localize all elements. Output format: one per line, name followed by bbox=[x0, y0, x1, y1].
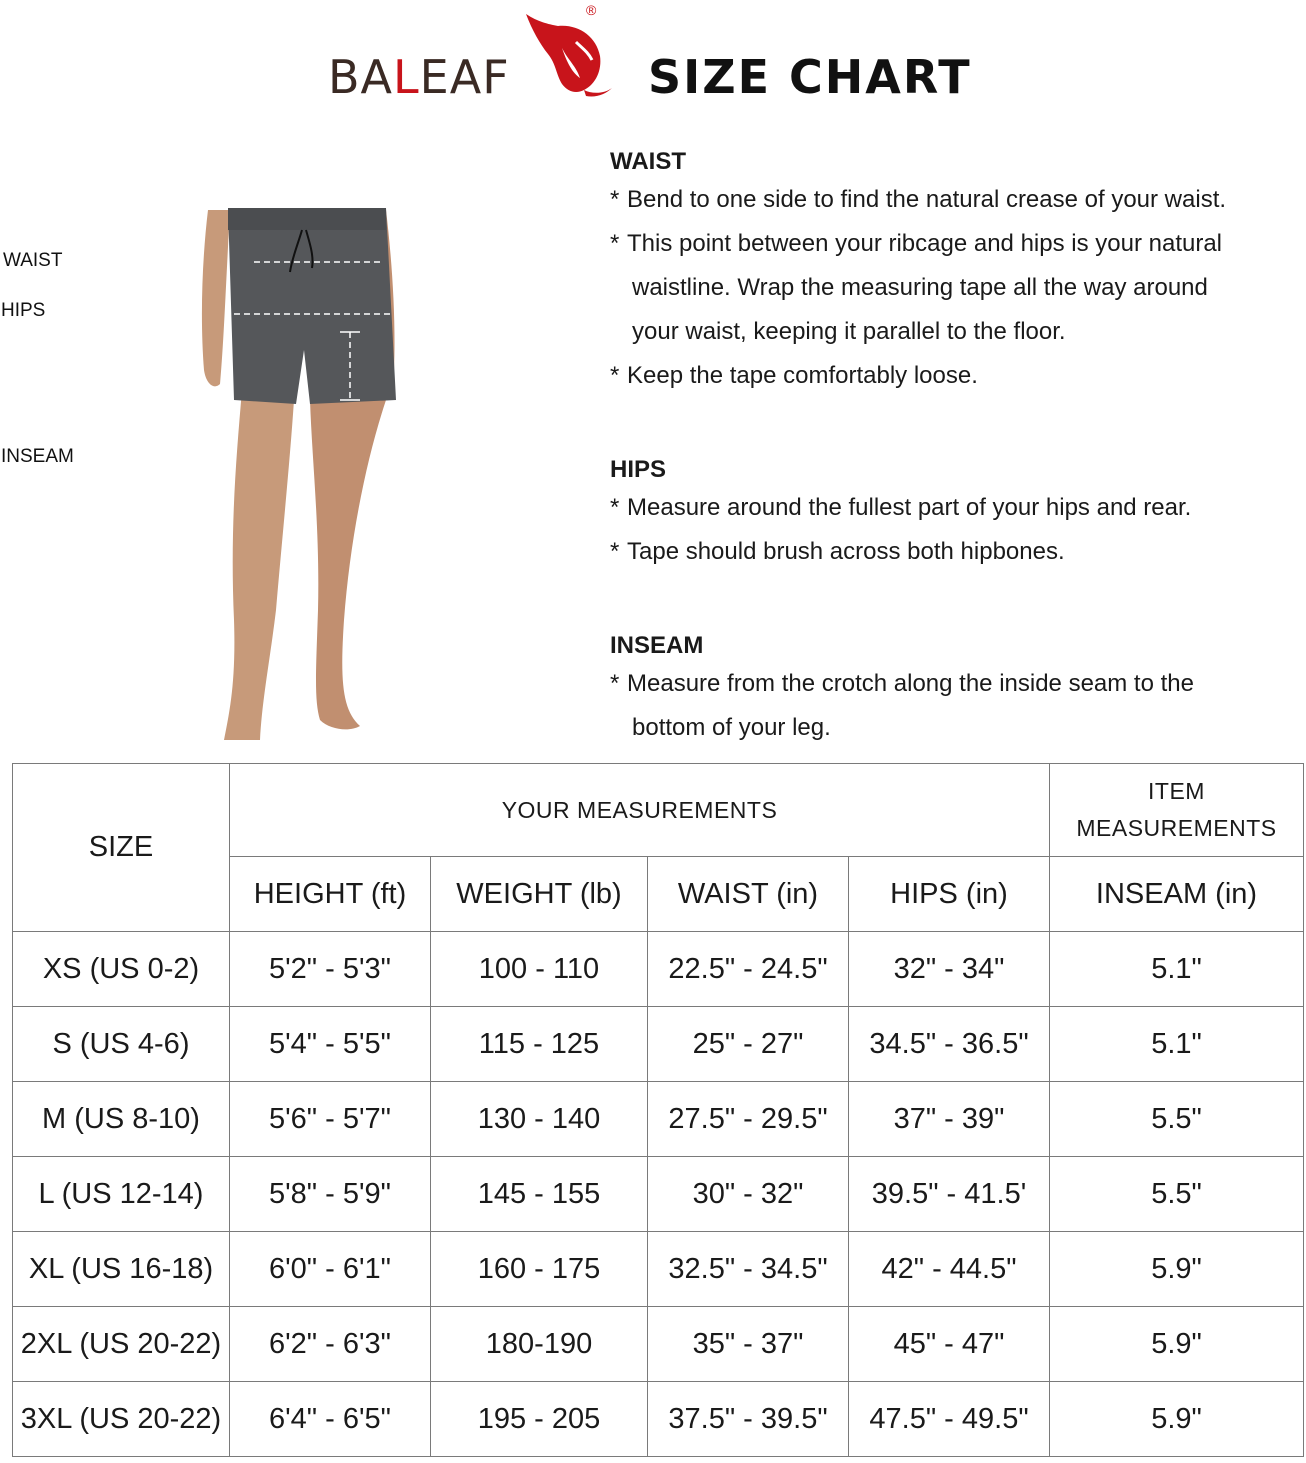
model-shorts-illustration bbox=[190, 200, 420, 750]
brand-logo-text bbox=[328, 50, 510, 104]
table-cell: 6'0" - 6'1" bbox=[230, 1232, 431, 1307]
figure-label-waist: WAIST bbox=[3, 250, 63, 271]
bullet: * Measure from the crotch along the inside seam to the bottom of your leg. bbox=[610, 670, 1194, 741]
figure-label-inseam: INSEAM bbox=[1, 446, 74, 467]
bullet: * Measure around the fullest part of your hips and rear. bbox=[610, 494, 1192, 521]
table-row bbox=[13, 1232, 1304, 1307]
table-cell: 5'4" - 5'5" bbox=[230, 1007, 431, 1082]
your-measurements-header: YOUR MEASUREMENTS bbox=[230, 764, 1050, 857]
registered-mark: ® bbox=[586, 2, 597, 18]
size-cell: M (US 8-10) bbox=[13, 1082, 230, 1157]
table-cell: 5'2" - 5'3" bbox=[230, 932, 431, 1007]
table-cell: 5.9" bbox=[1050, 1307, 1304, 1382]
table-cell: 5.5" bbox=[1050, 1157, 1304, 1232]
table-cell: 34.5" - 36.5" bbox=[849, 1007, 1050, 1082]
table-header-row bbox=[13, 764, 1304, 857]
table-row bbox=[13, 1307, 1304, 1382]
table-cell: 5.5" bbox=[1050, 1082, 1304, 1157]
bullet: * Tape should brush across both hipbones. bbox=[610, 538, 1065, 565]
table-row bbox=[13, 1007, 1304, 1082]
size-cell: S (US 4-6) bbox=[13, 1007, 230, 1082]
table-cell: 37" - 39" bbox=[849, 1082, 1050, 1157]
column-header-inseam: INSEAM (in) bbox=[1050, 857, 1304, 932]
brand-accent: L bbox=[393, 50, 420, 104]
table-cell: 22.5" - 24.5" bbox=[648, 932, 849, 1007]
table-cell: 160 - 175 bbox=[431, 1232, 648, 1307]
instruction-section-waist bbox=[610, 146, 1300, 454]
size-cell: XL (US 16-18) bbox=[13, 1232, 230, 1307]
size-cell: 3XL (US 20-22) bbox=[13, 1382, 230, 1457]
instruction-section-hips bbox=[610, 454, 1300, 630]
table-cell: 32.5" - 34.5" bbox=[648, 1232, 849, 1307]
table-body bbox=[13, 932, 1304, 1457]
table-row bbox=[13, 1082, 1304, 1157]
column-header-hips: HIPS (in) bbox=[849, 857, 1050, 932]
header bbox=[0, 0, 1306, 120]
table-row bbox=[13, 1157, 1304, 1232]
bullet: * Keep the tape comfortably loose. bbox=[610, 362, 978, 389]
section-title: INSEAM bbox=[610, 632, 704, 659]
table-cell: 6'4" - 6'5" bbox=[230, 1382, 431, 1457]
table-cell: 6'2" - 6'3" bbox=[230, 1307, 431, 1382]
table-cell: 45" - 47" bbox=[849, 1307, 1050, 1382]
table-cell: 37.5" - 39.5" bbox=[648, 1382, 849, 1457]
bullet: * This point between your ribcage and hips is your natural waistline. Wrap the measuring tape all the way around your waist, keeping it parallel to the floor. bbox=[610, 230, 1223, 345]
measuring-instructions bbox=[610, 146, 1300, 750]
leaf-flame-logo-icon bbox=[518, 4, 618, 100]
table-cell: 30" - 32" bbox=[648, 1157, 849, 1232]
table-cell: 5'8" - 5'9" bbox=[230, 1157, 431, 1232]
table-cell: 27.5" - 29.5" bbox=[648, 1082, 849, 1157]
table-cell: 39.5" - 41.5' bbox=[849, 1157, 1050, 1232]
figure-label-hips: HIPS bbox=[1, 300, 46, 321]
table-row bbox=[13, 932, 1304, 1007]
size-chart-table bbox=[12, 763, 1304, 1457]
bullet: * Bend to one side to find the natural crease of your waist. bbox=[610, 186, 1227, 213]
table-row bbox=[13, 1382, 1304, 1457]
table-cell: 5.1" bbox=[1050, 1007, 1304, 1082]
table-cell: 47.5" - 49.5" bbox=[849, 1382, 1050, 1457]
table-cell: 32" - 34" bbox=[849, 932, 1050, 1007]
table-cell: 180-190 bbox=[431, 1307, 648, 1382]
table-cell: 100 - 110 bbox=[431, 932, 648, 1007]
size-cell: 2XL (US 20-22) bbox=[13, 1307, 230, 1382]
size-header: SIZE bbox=[13, 764, 230, 932]
table-cell: 5'6" - 5'7" bbox=[230, 1082, 431, 1157]
table-cell: 130 - 140 bbox=[431, 1082, 648, 1157]
column-header-weight: WEIGHT (lb) bbox=[431, 857, 648, 932]
brand-part2: EAF bbox=[419, 50, 510, 104]
table-cell: 115 - 125 bbox=[431, 1007, 648, 1082]
table-cell: 5.1" bbox=[1050, 932, 1304, 1007]
size-cell: L (US 12-14) bbox=[13, 1157, 230, 1232]
section-title: WAIST bbox=[610, 148, 686, 175]
table-cell: 42" - 44.5" bbox=[849, 1232, 1050, 1307]
size-cell: XS (US 0-2) bbox=[13, 932, 230, 1007]
brand-part1: BA bbox=[328, 50, 394, 104]
section-title: HIPS bbox=[610, 456, 667, 483]
instruction-section-inseam bbox=[610, 630, 1300, 750]
column-header-height: HEIGHT (ft) bbox=[230, 857, 431, 932]
table-cell: 5.9" bbox=[1050, 1382, 1304, 1457]
table-cell: 5.9" bbox=[1050, 1232, 1304, 1307]
table-cell: 145 - 155 bbox=[431, 1157, 648, 1232]
table-cell: 35" - 37" bbox=[648, 1307, 849, 1382]
table-cell: 195 - 205 bbox=[431, 1382, 648, 1457]
page-title: SIZE CHART bbox=[648, 50, 972, 104]
table-cell: 25" - 27" bbox=[648, 1007, 849, 1082]
item-measurements-header: ITEM MEASUREMENTS bbox=[1050, 764, 1304, 857]
column-header-waist: WAIST (in) bbox=[648, 857, 849, 932]
